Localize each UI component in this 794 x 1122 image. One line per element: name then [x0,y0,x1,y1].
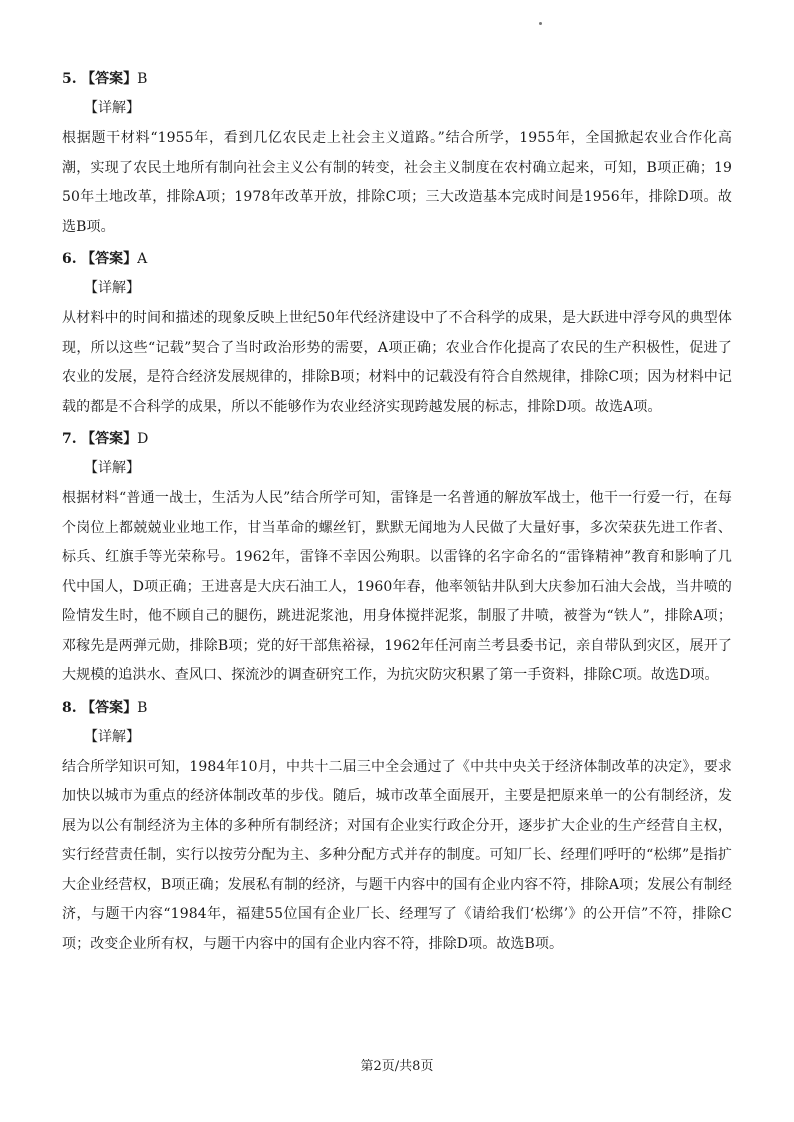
answer-line [62,68,732,90]
answer-choice: A [137,251,148,267]
answer-item-7 [62,428,732,691]
answer-tag: 【答案】 [81,71,138,87]
detail-label: 【详解】 [84,100,140,116]
document-page [62,62,732,959]
answer-tag: 【答案】 [81,431,138,447]
explanation-text: 根据材料“普通一战士，生活为人民”结合所学可知，雷锋是一名普通的解放军战士，他干一行爱一行，在每个岗位上都兢兢业业地工作，甘当革命的螺丝钉，默默无闻地为人民做了大量好事，多次荣获先进工作者、标兵、红旗手等光荣称号。1962年，雷锋不幸因公殉职。以雷锋的名字命名的“雷锋精神”教育和影响了几代中国人，D项正确；王进喜是大庆石油工人，1960年春，他率领钻井队到大庆参加石油大会战，当井喷的险情发生时，他不顾自己的腿伤，跳进泥浆池，用身体搅拌泥浆，制服了井喷，被誉为“铁人”，排除A项；邓稼先是两弹元勋，排除B项；党的好干部焦裕禄，1962年任河南兰考县委书记，亲自带队到灾区，展开了大规模的追洪水、查风口、探流沙的调查研究工作，为抗灾防灾积累了第一手资料，排除C项。故选D项。 [62,490,732,683]
answer-line [62,248,732,270]
explanation-text: 从材料中的时间和描述的现象反映上世纪50年代经济建设中了不合科学的成果，是大跃进中浮夸风的典型体现，所以这些“记载”契合了当时政治形势的需要，A项正确；农业合作化提高了农民的生产积极性，促进了农业的发展，是符合经济发展规律的，排除B项；材料中的记载没有符合自然规律，排除C项；因为材料中记载的都是不合科学的成果，所以不能够作为农业经济实现跨越发展的标志，排除D项。故选A项。 [62,310,732,415]
question-number: 6. [62,251,77,267]
answer-item-6 [62,248,732,422]
detail-label: 【详解】 [84,460,140,476]
answer-tag: 【答案】 [81,699,138,716]
page-footer: 第2页/共8页 [360,1059,434,1074]
question-number: 8. [62,699,77,716]
detail-label: 【详解】 [84,280,140,296]
answer-choice: D [137,431,149,447]
question-number: 5. [62,71,77,87]
answer-choice: B [137,699,148,716]
explanation-text: 结合所学知识可知，1984年10月，中共十二届三中全会通过了《中共中央关于经济体制改革的决定》，要求加快以城市为重点的经济体制改革的步伐。随后，城市改革全面展开，主要是把原来单一的公有制经济，发展为以公有制经济为主体的多种所有制经济；对国有企业实行政企分开，逐步扩大企业的生产经营自主权，实行经营责任制，实行以按劳分配为主、多种分配方式并存的制度。可知厂长、经理们呼吁的“松绑”是指扩大企业经营权，B项正确；发展私有制的经济，与题干内容中的国有企业内容不符，排除A项；发展公有制经济，与题干内容“1984年，福建55位国有企业厂长、经理写了《请给我们‘松绑’》的公开信”不符，排除C项；改变企业所有权，与题干内容中的国有企业内容不符，排除D项。故选B项。 [62,758,732,952]
answer-choice: B [137,71,148,87]
answer-tag: 【答案】 [81,251,138,267]
answer-line [62,428,732,450]
answer-item-5 [62,68,732,242]
detail-label: 【详解】 [84,728,140,745]
explanation-text: 根据题干材料“1955年，看到几亿农民走上社会主义道路。”结合所学，1955年，全国掀起农业合作化高潮，实现了农民土地所有制向社会主义公有制的转变，社会主义制度在农村确立起来，可知，B项正确；1950年土地改革，排除A项；1978年改革开放，排除C项；三大改造基本完成时间是1956年，排除D项。故选B项。 [62,130,732,235]
answer-item-8 [62,697,732,960]
answer-line [62,697,732,719]
scan-dot [539,22,542,25]
question-number: 7. [62,431,77,447]
